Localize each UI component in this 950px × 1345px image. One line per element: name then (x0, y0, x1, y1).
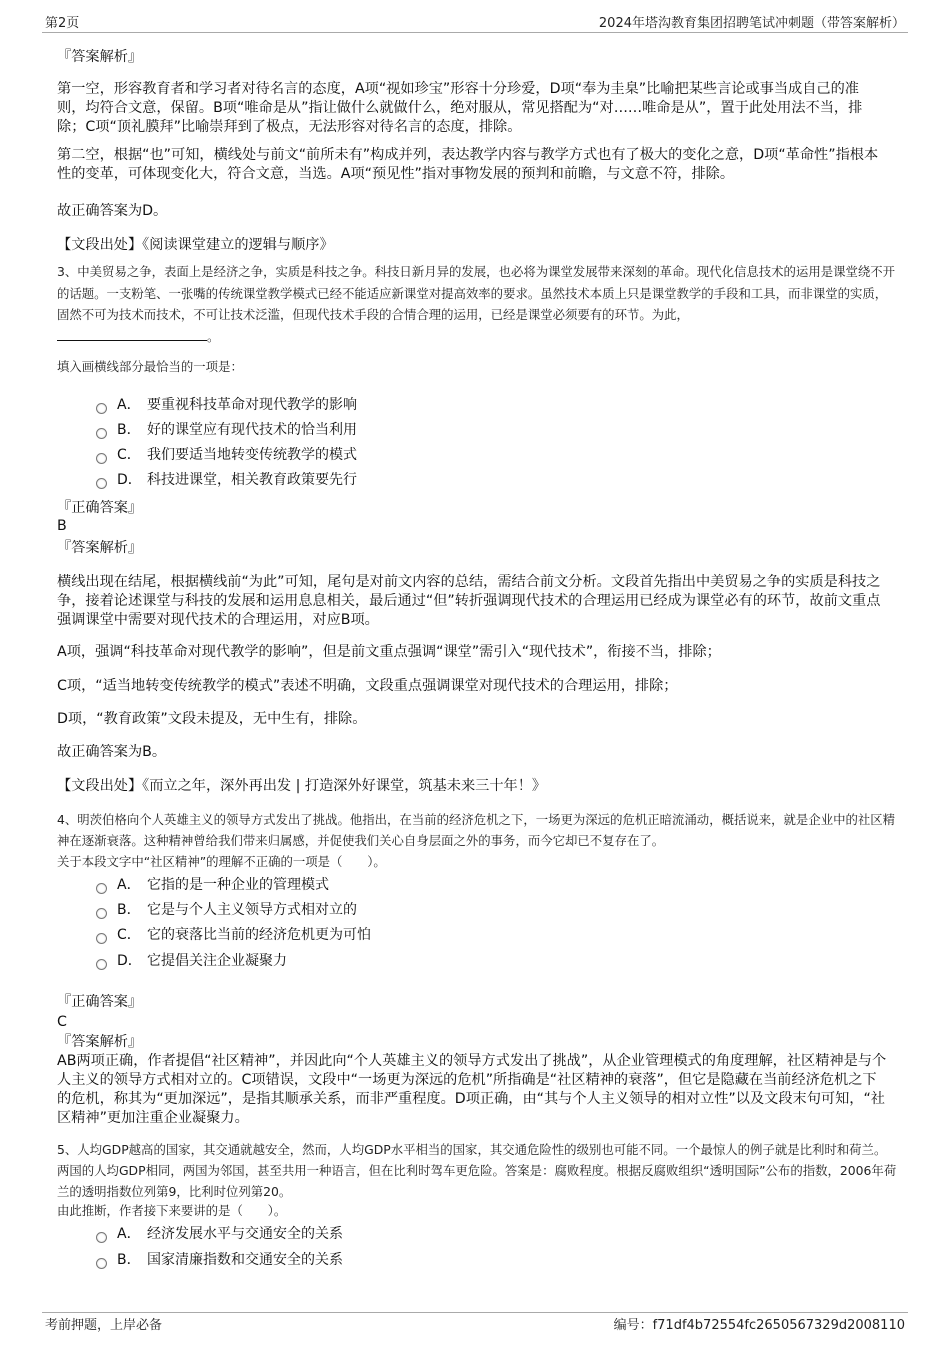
correct-answer-label: 『正确答案』 (57, 500, 143, 516)
page-number: 第2页 (45, 16, 80, 31)
radio-icon[interactable] (96, 883, 107, 894)
source-citation: 【文段出处】《而立之年，深外再出发 | 打造深外好课堂，筑基未来三十年！》 (57, 778, 547, 794)
option-a[interactable]: A． 要重视科技革命对现代教学的影响 (96, 395, 357, 415)
radio-icon[interactable] (96, 1232, 107, 1243)
analysis-paragraph: A项，强调“科技革命对现代教学的影响”，但是前文重点强调“课堂”需引入“现代技术”，衔接不当，排除； (57, 644, 721, 660)
question-3-prompt: 填入画横线部分最恰当的一项是： (57, 359, 243, 374)
analysis-label: 『答案解析』 (57, 49, 143, 65)
radio-icon[interactable] (96, 428, 107, 439)
analysis-paragraph: 第一空，形容教育者和学习者对待名言的态度，A项“视如珍宝”形容十分珍爱，D项“奉为圭臬”比喻把某些言论或事当成自己的准则，均符合文意，保留。B项“唯命是从”指让做什么就做什么，绝对服从，常见搭配为“对……唯命是从”，置于此处用法不当，排除；C项“顶礼膜拜”比喻崇拜到了极点，无法形容对待名言的态度，排除。 (57, 81, 863, 135)
option-c[interactable]: C． 它的衰落比当前的经济危机更为可怕 (96, 925, 371, 945)
radio-icon[interactable] (96, 908, 107, 919)
option-b[interactable]: B． 国家清廉指数和交通安全的关系 (96, 1250, 343, 1270)
document-id: 编号：f71df4b72554fc2650567329d2008110 (613, 1318, 905, 1333)
analysis-paragraph: 第二空，根据“也”可知，横线处与前文“前所未有”构成并列，表达教学内容与教学方式也有了极大的变化之意，D项“革命性”指根本性的变革，可体现变化大，符合文意，当选。A项“预见性”指对事物发展的预判和前瞻，与文意不符，排除。 (57, 147, 879, 182)
radio-icon[interactable] (96, 478, 107, 489)
correct-answer: C (57, 1014, 67, 1030)
header-divider (42, 32, 908, 33)
option-b[interactable]: B． 好的课堂应有现代技术的恰当利用 (96, 420, 357, 440)
analysis-label: 『答案解析』 (57, 1034, 143, 1050)
option-a[interactable]: A． 经济发展水平与交通安全的关系 (96, 1224, 343, 1244)
radio-icon[interactable] (96, 959, 107, 970)
option-c[interactable]: C． 我们要适当地转变传统教学的模式 (96, 445, 357, 465)
footer-divider (42, 1312, 908, 1313)
document-title: 2024年塔沟教育集团招聘笔试冲刺题（带答案解析） (598, 16, 905, 31)
question-4-prompt: 关于本段文字中“社区精神”的理解不正确的一项是（ ）。 (57, 854, 386, 869)
analysis-conclusion: 故正确答案为B。 (57, 744, 167, 760)
analysis-paragraph: 横线出现在结尾，根据横线前“为此”可知，尾句是对前文内容的总结，需结合前文分析。文段首先指出中美贸易之争的实质是科技之争，接着论述课堂与科技的发展和运用息息相关，最后通过“但”转折强调现代技术的合理运用已经成为课堂必有的环节，故前文重点强调课堂中需要对现代技术的合理运用，对应B项。 (57, 574, 881, 628)
option-d[interactable]: D． 它提倡关注企业凝聚力 (96, 951, 287, 971)
question-3-stem: 3、中美贸易之争，表面上是经济之争，实质是科技之争。科技日新月异的发展，也必将为课堂发展带来深刻的革命。现代化信息技术的运用是课堂绕不开的话题。一支粉笔、一张嘴的传统课堂教学模式已经不能适应新课堂对提高效率的要求。虽然技术本质上只是课堂教学的手段和工具，而非课堂的实质，固然不可为技术而技术，不可让技术泛滥，但现代技术手段的合情合理的运用，已经是课堂必须要有的环节。为此， 。 (57, 264, 896, 344)
analysis-conclusion: 故正确答案为D。 (57, 203, 168, 219)
option-a[interactable]: A． 它指的是一种企业的管理模式 (96, 875, 329, 895)
analysis-label: 『答案解析』 (57, 540, 143, 556)
analysis-paragraph: AB两项正确，作者提倡“社区精神”，并因此向“个人英雄主义的领导方式发出了挑战”，从企业管理模式的角度理解，社区精神是与个人主义的领导方式相对立的。C项错误，文段中“一场更为深远的危机”所指确是“社区精神的衰落”，但它是隐藏在当前经济危机之下的危机，称其为“更加深远”，是指其顺承关系，而非严重程度。D项正确，由“其与个人主义领导的相对立性”以及文段末句可知，“社区精神”更加注重企业凝聚力。 (57, 1053, 887, 1126)
option-b[interactable]: B． 它是与个人主义领导方式相对立的 (96, 900, 357, 920)
question-4-stem: 4、明茨伯格向个人英雄主义的领导方式发出了挑战。他指出，在当前的经济危机之下，一场更为深远的危机正暗流涌动，概括说来，就是企业中的社区精神在逐渐衰落。这种精神曾给我们带来归属感，并促使我们关心自身层面之外的事务，而今它却已不复存在了。 (57, 812, 896, 848)
analysis-paragraph: C项，“适当地转变传统教学的模式”表述不明确，文段重点强调课堂对现代技术的合理运用，排除； (57, 678, 678, 694)
footer-slogan: 考前押题，上岸必备 (45, 1318, 163, 1333)
radio-icon[interactable] (96, 403, 107, 414)
radio-icon[interactable] (96, 453, 107, 464)
question-5-prompt: 由此推断，作者接下来要讲的是（ ）。 (57, 1203, 287, 1218)
question-5-stem: 5、人均GDP越高的国家，其交通就越安全，然而，人均GDP水平相当的国家，其交通危险性的级别也可能不同。一个最惊人的例子就是比利时和荷兰。两国的人均GDP相同，两国为邻国，甚至共用一种语言，但在比利时驾车更危险。答案是：腐败程度。根据反腐败组织“透明国际”公布的指数，2006年荷兰的透明指数位列第9，比利时位列第20。 (57, 1142, 897, 1199)
correct-answer: B (57, 518, 67, 534)
radio-icon[interactable] (96, 933, 107, 944)
answer-blank (57, 340, 207, 341)
analysis-paragraph: D项，“教育政策”文段未提及，无中生有，排除。 (57, 711, 367, 727)
radio-icon[interactable] (96, 1258, 107, 1269)
source-citation: 【文段出处】《阅读课堂建立的逻辑与顺序》 (57, 237, 334, 253)
correct-answer-label: 『正确答案』 (57, 994, 143, 1010)
option-d[interactable]: D． 科技进课堂，相关教育政策要先行 (96, 470, 357, 490)
